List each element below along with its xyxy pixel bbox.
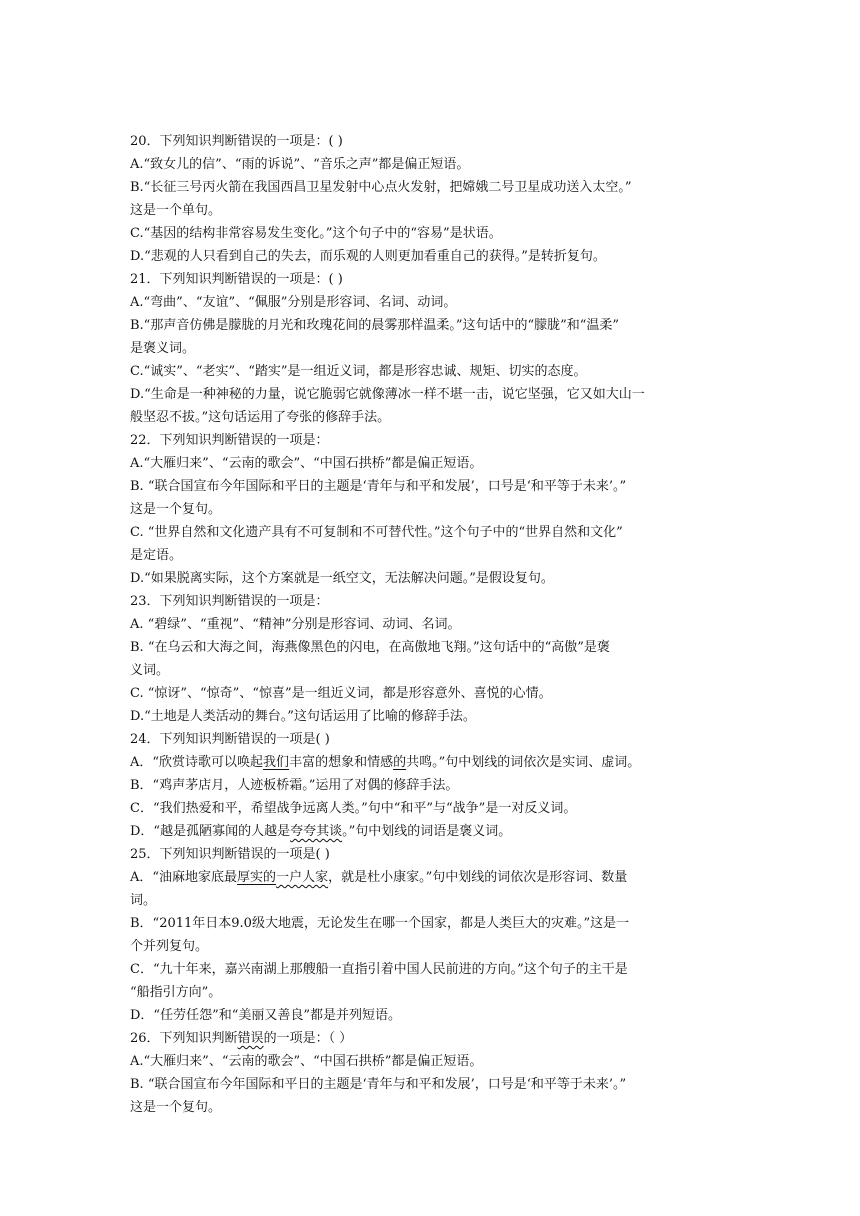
question-25-option-d: D．“任劳任怨”和“美丽又善良”都是并列短语。 — [130, 1008, 402, 1023]
question-25-option-b: B．“2011年日本9.0级大地震，无论发生在哪一个国家，都是人类巨大的灾难。”这是一 — [130, 916, 630, 931]
question-20-option-a: A.“致女儿的信”、“雨的诉说”、“音乐之声”都是偏正短语。 — [130, 157, 470, 172]
question-23-option-c: C. “惊讶”、“惊奇”、“惊喜”是一组近义词，都是形容意外、喜悦的心情。 — [130, 686, 552, 701]
underlined-word: 我们 — [263, 755, 290, 770]
question-21-option-b-cont: 是褒义词。 — [130, 341, 196, 356]
question-25-option-c-cont: “船指引方向”。 — [130, 985, 222, 1000]
question-20-title: 20．下列知识判断错误的一项是：( ) — [130, 134, 343, 149]
question-20-option-b: B.“长征三号丙火箭在我国西昌卫星发射中心点火发射，把嫦娥二号卫星成功送入太空。” — [130, 180, 632, 195]
question-22-option-b: B. “联合国宣布今年国际和平日的主题是‘青年与和平和发展’，口号是‘和平等于未来’。” — [130, 479, 627, 494]
question-25-option-a-cont: 词。 — [130, 893, 157, 908]
question-22-option-c: C. “世界自然和文化遗产具有不可复制和不可替代性。”这个句子中的“世界自然和文化” — [130, 525, 623, 540]
question-20-option-d: D.“悲观的人只看到自己的失去，而乐观的人则更加看重自己的获得。”是转折复句。 — [130, 249, 606, 264]
question-23-option-b-cont: 义词。 — [130, 663, 170, 678]
question-25-option-c: C．“九十年来，嘉兴南湖上那艘船一直指引着中国人民前进的方向。”这个句子的主干是 — [130, 962, 628, 977]
question-23-option-a: A. “碧绿”、“重视”、“精神”分别是形容词、动词、名词。 — [130, 617, 461, 632]
underlined-word: 一户人家 — [276, 870, 329, 885]
question-21-option-d: D.“生命是一种神秘的力量，说它脆弱它就像薄冰一样不堪一击，说它坚强，它又如大山一 — [130, 387, 645, 402]
underlined-word: 厚实的 — [237, 870, 277, 885]
question-26-option-a: A.“大雁归来”、“云南的歌会”、“中国石拱桥”都是偏正短语。 — [130, 1054, 483, 1069]
question-26-title: 26．下列知识判断错误的一项是：（ ） — [130, 1031, 353, 1046]
question-21-option-a: A.“弯曲”、“友谊”、“佩服”分别是形容词、名词、动词。 — [130, 295, 457, 310]
underlined-word: 夸夸其谈 — [290, 824, 343, 839]
question-20-option-b-cont: 这是一个单句。 — [130, 203, 222, 218]
question-22-option-c-cont: 是定语。 — [130, 548, 183, 563]
question-25-option-a: A．“油麻地家底最厚实的一户人家，就是杜小康家。”句中划线的词依次是形容词、数量 — [130, 870, 628, 885]
question-23-option-b: B. “在乌云和大海之间，海燕像黑色的闪电，在高傲地飞翔。”这句话中的“高傲”是褒 — [130, 640, 610, 655]
question-21-title: 21．下列知识判断错误的一项是：( ) — [130, 272, 343, 287]
question-22-option-a: A.“大雁归来”、“云南的歌会”、“中国石拱桥”都是偏正短语。 — [130, 456, 483, 471]
question-24-option-a: A．“欣赏诗歌可以唤起我们丰富的想象和情感的共鸣。”句中划线的词依次是实词、虚词。 — [130, 755, 641, 770]
question-22-option-b-cont: 这是一个复句。 — [130, 502, 222, 517]
question-26-option-b-cont: 这是一个复句。 — [130, 1100, 222, 1115]
question-24-option-b: B．“鸡声茅店月，人迹板桥霜。”运用了对偶的修辞手法。 — [130, 778, 459, 793]
question-21-option-c: C.“诚实”、“老实”、“踏实”是一组近义词，都是形容忠诚、规矩、切实的态度。 — [130, 364, 587, 379]
question-24-option-c: C．“我们热爱和平，希望战争远离人类。”句中“和平”与“战争”是一对反义词。 — [130, 801, 577, 816]
question-22-option-d: D.“如果脱离实际，这个方案就是一纸空文，无法解决问题。”是假设复句。 — [130, 571, 554, 586]
question-25-title: 25．下列知识判断错误的一项是( ) — [130, 847, 330, 862]
question-21-option-b: B.“那声音仿佛是朦胧的月光和玫瑰花间的晨雾那样温柔。”这句话中的“朦胧”和“温柔” — [130, 318, 620, 333]
question-24-title: 24．下列知识判断错误的一项是( ) — [130, 732, 330, 747]
question-20-option-c: C.“基因的结构非常容易发生变化。”这个句子中的“容易”是状语。 — [130, 226, 502, 241]
question-26-option-b: B. “联合国宣布今年国际和平日的主题是‘青年与和平和发展’，口号是‘和平等于未来’。” — [130, 1077, 627, 1092]
underlined-word: 的 — [393, 755, 407, 770]
question-24-option-d: D．“越是孤陋寡闻的人越是夸夸其谈。”句中划线的词语是褒义词。 — [130, 824, 512, 839]
question-25-option-b-cont: 个并列复句。 — [130, 939, 209, 954]
question-23-title: 23．下列知识判断错误的一项是： — [130, 594, 329, 609]
question-21-option-d-cont: 般坚忍不拔。”这句话运用了夸张的修辞手法。 — [130, 410, 391, 425]
question-22-title: 22．下列知识判断错误的一项是： — [130, 433, 329, 448]
question-23-option-d: D.“土地是人类活动的舞台。”这句话运用了比喻的修辞手法。 — [130, 709, 476, 724]
underlined-word: 错误 — [237, 1031, 264, 1046]
